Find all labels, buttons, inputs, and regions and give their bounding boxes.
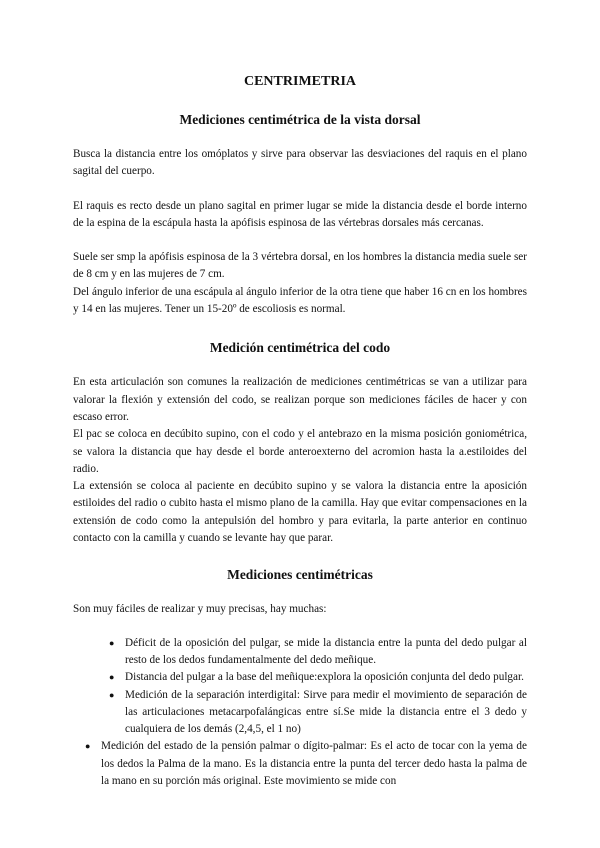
bullet-list: [73, 635, 527, 739]
list-item: [85, 738, 527, 790]
paragraph: Del ángulo inferior de una escápula al ángulo inferior de la otra tiene que haber 16 cn en los hombres y 14 en las mujeres. Tener un 15-20º de escoliosis es normal.: [73, 285, 527, 316]
bullet-icon: ●: [109, 637, 115, 648]
list-item-text: Medición del estado de la pensión palmar o dígito-palmar: Es el acto de tocar con la yema de los dedos la Palma de la mano. Es la distancia entre la punta del tercer dedo hasta la palma de la mano en su porción más original. Este movimiento se mide con: [101, 740, 527, 788]
list-item-text: Distancia del pulgar a la base del meñique:explora la oposición conjunta del dedo pulgar.: [125, 671, 524, 684]
paragraph: El raquis es recto desde un plano sagital en primer lugar se mide la distancia desde el borde interno de la espina de la escápula hasta la apófisis espinosa de las vértebras dorsales más cercanas.: [73, 199, 527, 229]
section-heading-dorsal: Mediciones centimétrica de la vista dorsal: [179, 112, 421, 127]
bullet-icon: ●: [109, 689, 115, 700]
list-item: [109, 669, 527, 686]
bullet-icon: ●: [109, 672, 115, 683]
bullet-list-outer: [73, 738, 527, 790]
list-item-text: Déficit de la oposición del pulgar, se mide la distancia entre la punta del dedo pulgar al resto de los dedos fundamentalmente del dedo meñique.: [125, 636, 527, 666]
list-item-text: Medición de la separación interdigital: Sirve para medir el movimiento de separación de las articulaciones metacarpofalángicas entre sí.Se mide la distancia entre el 3 dedo y cualquiera de los demás (2,4,5, el 1 no): [125, 688, 527, 736]
bullet-icon: ●: [85, 741, 91, 752]
list-item: [109, 635, 527, 670]
section-heading-codo: Medición centimétrica del codo: [209, 340, 391, 356]
document-title: CENTRIMETRIA: [243, 74, 356, 89]
list-item: [109, 687, 527, 739]
section-heading-centimetricas: Mediciones centimétricas: [227, 567, 373, 583]
paragraph: Son muy fáciles de realizar y muy precisas, hay muchas:: [73, 603, 327, 616]
paragraph: Busca la distancia entre los omóplatos y sirve para observar las desviaciones del raquis en el plano sagital del cuerpo.: [73, 148, 527, 178]
paragraph: La extensión se coloca al paciente en decúbito supino y se valora la distancia entre la aposición estiloides del radio o cubito hasta el mismo plano de la camilla. Hay que evitar compensaciones en la extensión de codo como la antepulsión del hombro y para evitarla, la parte anterior en continuo contacto con la camilla y cuando se levante hay que parar.: [73, 480, 527, 545]
paragraph: Suele ser smp la apófisis espinosa de la 3 vértebra dorsal, en los hombres la distancia media suele ser de 8 cm y en las mujeres de 7 cm.: [73, 251, 527, 281]
paragraph: El pac se coloca en decúbito supino, con el codo y el antebrazo en la misma posición goniométrica, se valora la distancia que hay desde el borde anteroexterno del acromion hasta la a.estiloides del radio.: [73, 428, 527, 475]
paragraph: En esta articulación son comunes la realización de mediciones centimétricas se van a utilizar para valorar la flexión y extensión del codo, se realizan porque son mediciones fáciles de hacer y con escaso error.: [73, 376, 527, 423]
